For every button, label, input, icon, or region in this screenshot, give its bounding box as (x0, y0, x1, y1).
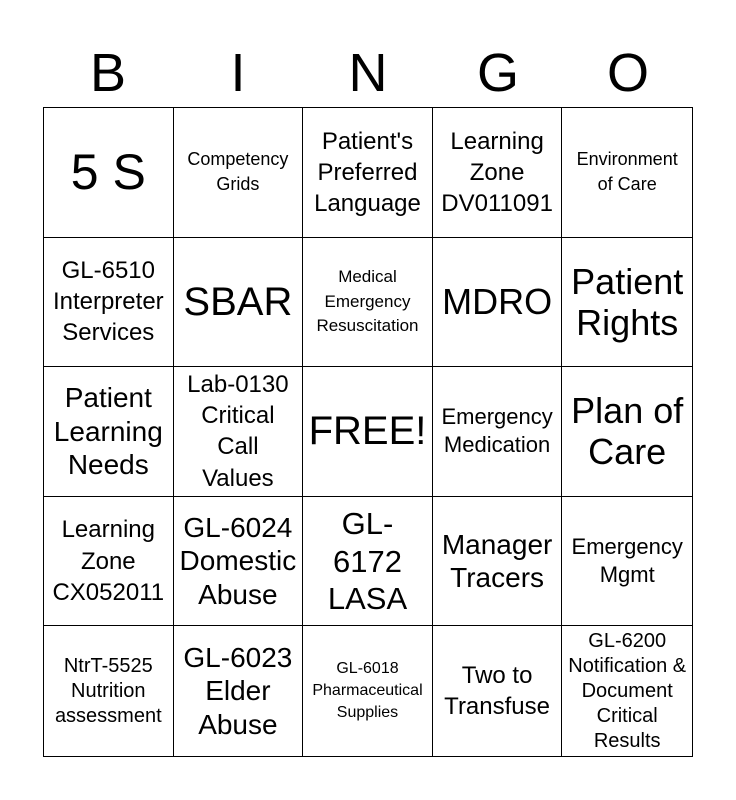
cell-text: Manager Tracers (441, 528, 553, 594)
cell-text: Competency Grids (187, 149, 289, 195)
bingo-cell[interactable] (562, 108, 692, 238)
header-letter-b: B (89, 43, 127, 103)
bingo-cell[interactable] (174, 108, 304, 238)
cell-text: Lab-0130 Critical Call Values (187, 371, 289, 492)
cell-text: Medical Emergency Resuscitation (316, 266, 419, 336)
bingo-cell[interactable] (44, 497, 174, 627)
cell-text: Environment of Care (576, 149, 678, 195)
cell-text: 5 S (70, 143, 146, 200)
cell-text: Patient Learning Needs (53, 382, 163, 481)
header-letter-o: O (606, 43, 649, 103)
cell-text: GL-6024 Domestic Abuse (179, 511, 297, 610)
bingo-cell[interactable] (44, 108, 174, 238)
bingo-board (43, 107, 693, 757)
bingo-cell[interactable] (303, 626, 433, 756)
cell-text: Learning Zone DV011091 (441, 127, 553, 217)
bingo-cell[interactable] (44, 626, 174, 756)
bingo-cell[interactable] (562, 367, 692, 497)
bingo-cell[interactable] (433, 108, 563, 238)
cell-text: Patient's Preferred Language (314, 127, 421, 217)
cell-text: Plan of Care (571, 390, 684, 473)
free-space-cell[interactable] (303, 367, 433, 497)
bingo-cell[interactable] (174, 497, 304, 627)
cell-text: MDRO (442, 281, 553, 323)
bingo-cell[interactable] (303, 497, 433, 627)
bingo-cell[interactable] (433, 626, 563, 756)
bingo-cell[interactable] (174, 626, 304, 756)
bingo-cell[interactable] (44, 238, 174, 368)
header-letter-n: N (348, 43, 388, 103)
cell-text: SBAR (183, 279, 293, 324)
cell-text: FREE! (308, 409, 427, 454)
cell-text: Learning Zone CX052011 (52, 516, 165, 606)
bingo-cell[interactable] (562, 497, 692, 627)
cell-text: Patient Rights (571, 260, 684, 343)
cell-text: GL-6018 Pharmaceutical Supplies (312, 659, 423, 722)
cell-text: GL-6200 Notification & Document Critical Results (568, 629, 687, 752)
cell-text: GL- 6172 LASA (327, 506, 408, 616)
cell-text: GL-6510 Interpreter Services (52, 257, 164, 347)
bingo-cell[interactable] (303, 108, 433, 238)
cell-text: Emergency Medication (441, 403, 553, 458)
bingo-cell[interactable] (433, 238, 563, 368)
cell-text: Two to Transfuse (444, 662, 550, 721)
bingo-cell[interactable] (303, 238, 433, 368)
bingo-cell[interactable] (174, 238, 304, 368)
cell-text: GL-6023 Elder Abuse (183, 641, 293, 740)
cell-text: NtrT-5525 Nutrition assessment (54, 654, 162, 727)
header-letter-g: G (476, 43, 519, 103)
bingo-cell[interactable] (562, 238, 692, 368)
bingo-cell[interactable] (562, 626, 692, 756)
bingo-cell[interactable] (433, 497, 563, 627)
bingo-cell[interactable] (44, 367, 174, 497)
cell-text: Emergency Mgmt (571, 533, 683, 588)
bingo-header (43, 40, 693, 106)
bingo-cell[interactable] (433, 367, 563, 497)
bingo-cell[interactable] (174, 367, 304, 497)
header-letter-i: I (230, 43, 246, 103)
